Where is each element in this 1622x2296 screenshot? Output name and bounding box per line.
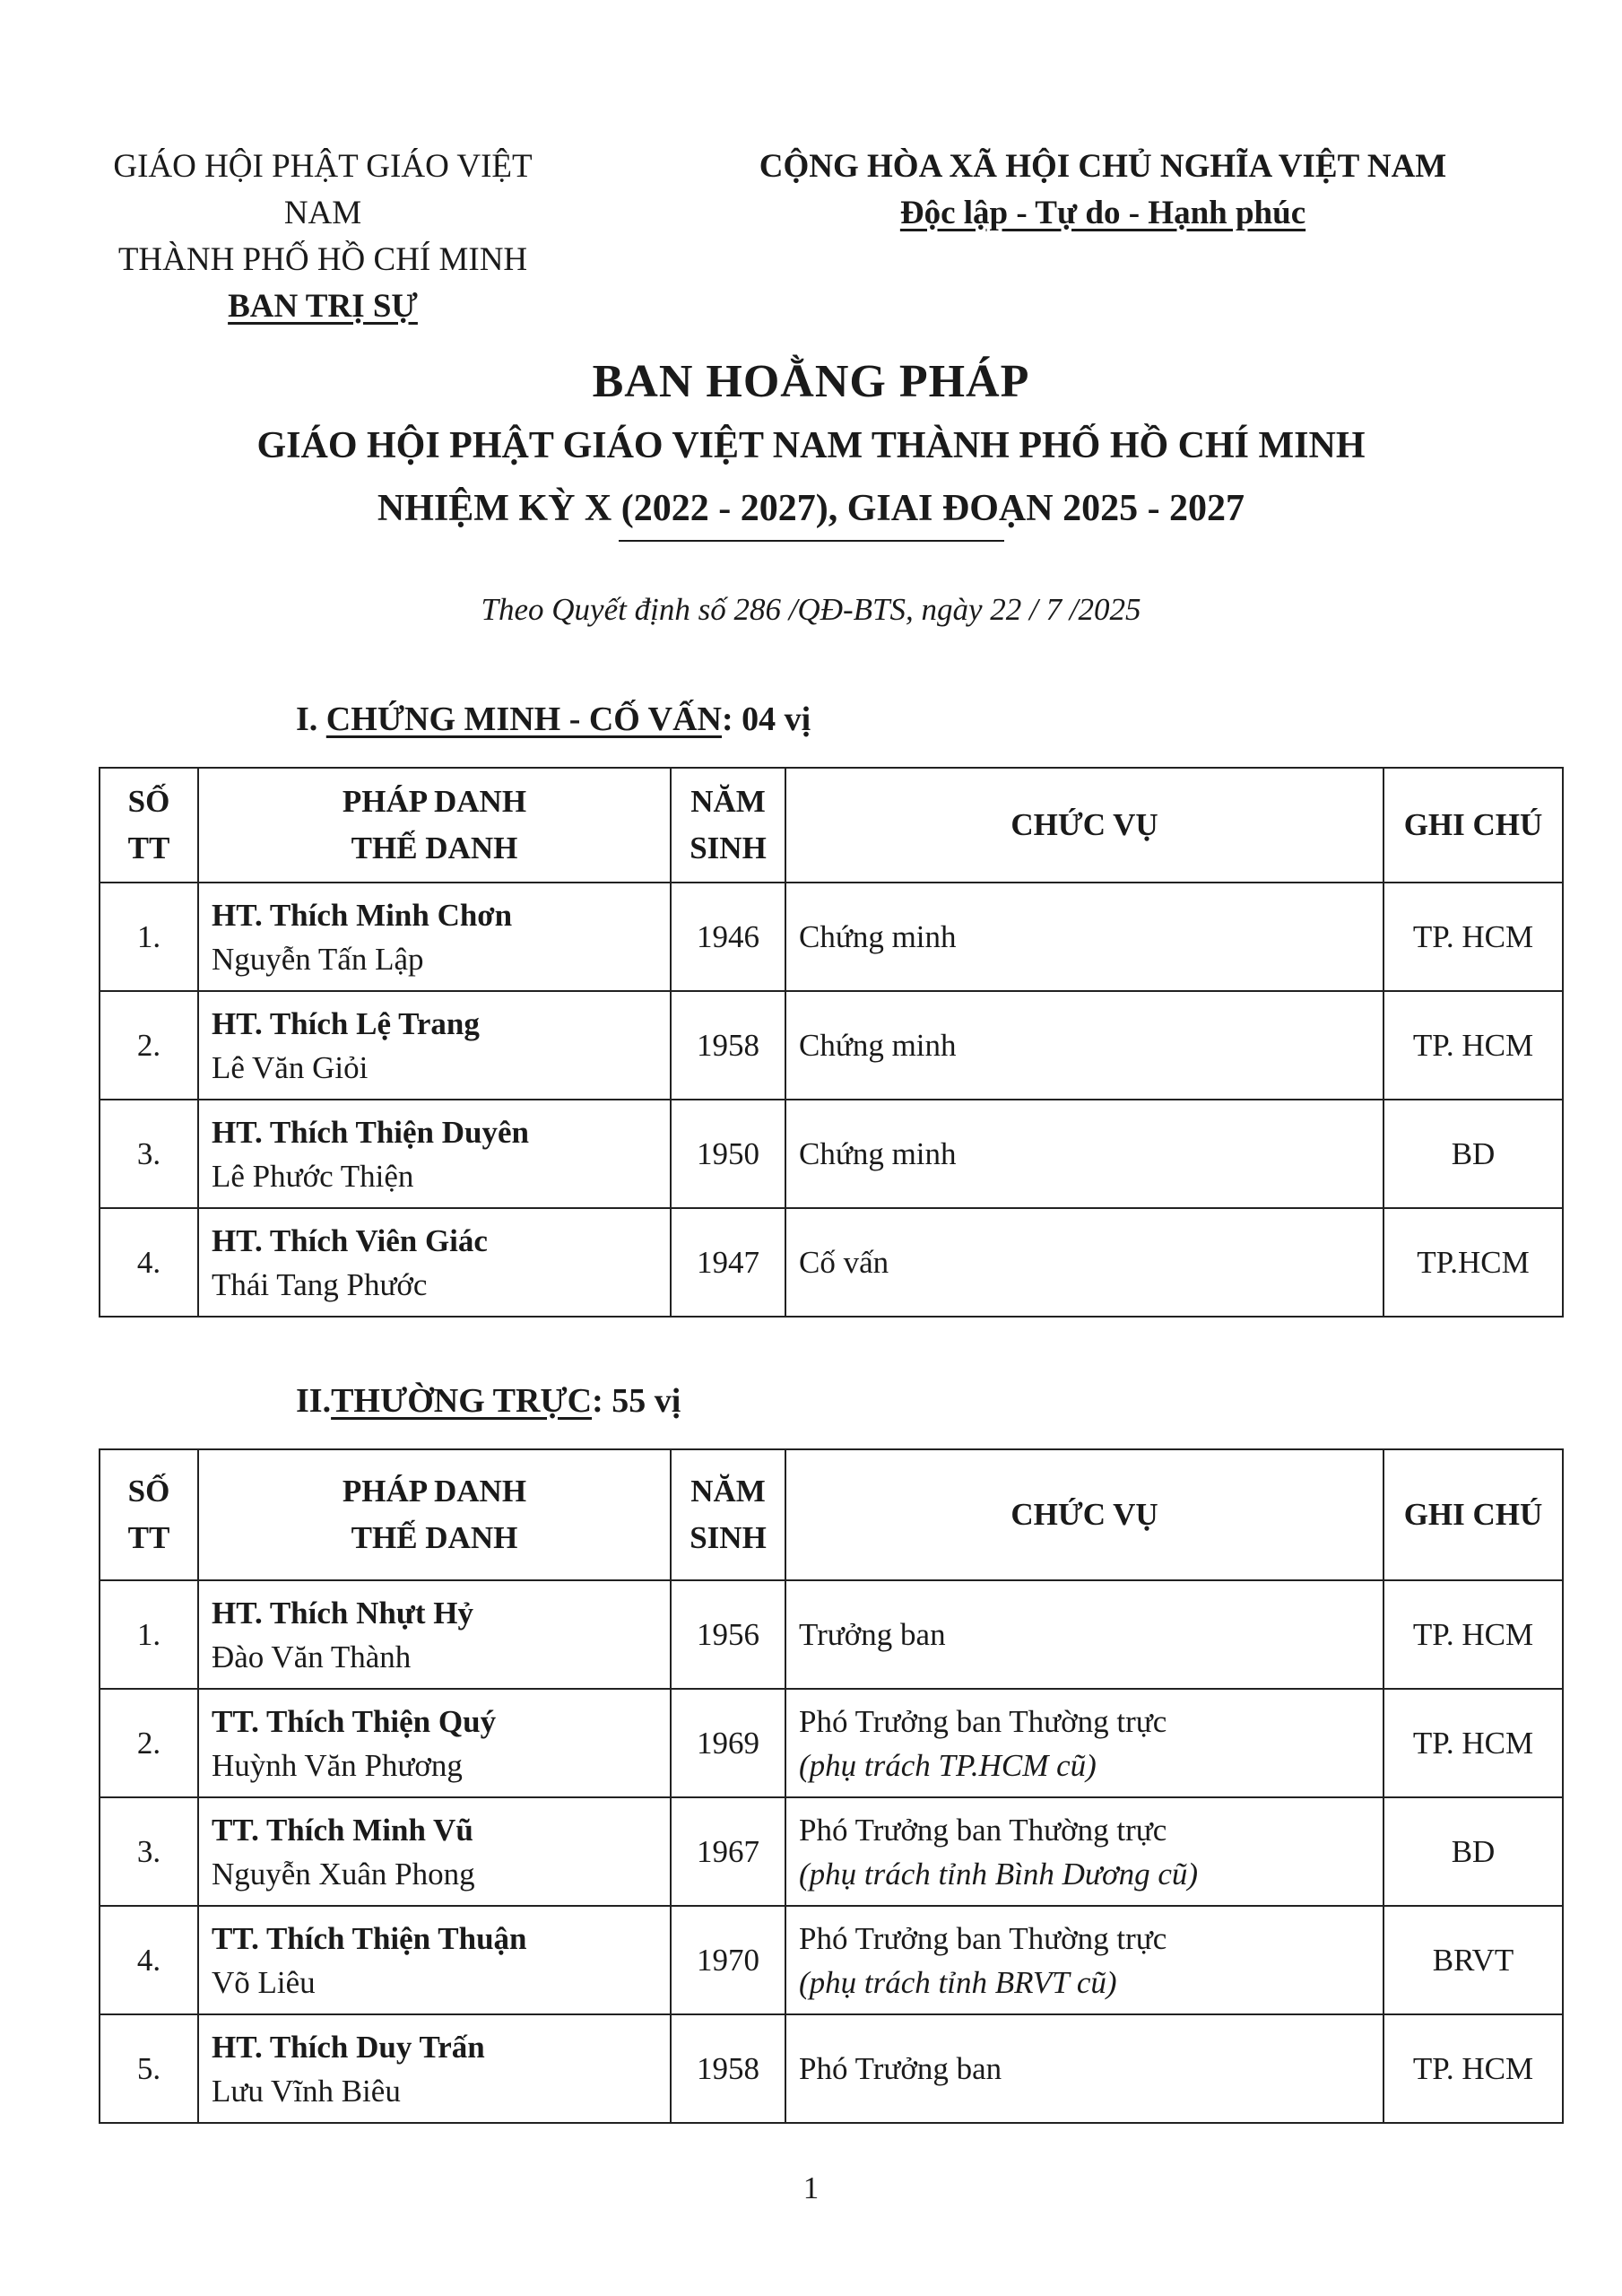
role-title: Phó Trưởng ban Thường trực: [799, 1920, 1167, 1956]
table-row: [100, 883, 1563, 991]
role-title: Phó Trưởng ban Thường trực: [799, 1703, 1167, 1739]
table-row: [100, 1906, 1563, 2014]
dharma-name: HT. Thích Minh Chơn: [212, 897, 513, 933]
table-row: [100, 2014, 1563, 2123]
cell-no: 4.: [100, 1906, 198, 2014]
role-title: Phó Trưởng ban Thường trực: [799, 1812, 1167, 1848]
section-heading-standing: [296, 1381, 681, 1421]
issuer-unit: BAN TRỊ SỰ: [228, 288, 418, 325]
role-note: (phụ trách tỉnh Bình Dương cũ): [799, 1856, 1199, 1892]
role-note: (phụ trách tỉnh BRVT cũ): [799, 1964, 1117, 2000]
cell-no: 2.: [100, 1689, 198, 1797]
cell-note: BD: [1383, 1797, 1563, 1906]
cell-birth-year: 1967: [671, 1797, 785, 1906]
role-title: Cố vấn: [799, 1245, 889, 1280]
cell-role: [785, 1689, 1383, 1797]
dharma-name: HT. Thích Viên Giác: [212, 1222, 488, 1258]
dharma-name: HT. Thích Thiện Duyên: [212, 1114, 530, 1150]
national-header: [735, 144, 1470, 237]
lay-name: Thái Tang Phước: [212, 1266, 428, 1302]
cell-note: BD: [1383, 1100, 1563, 1208]
cell-birth-year: 1956: [671, 1580, 785, 1689]
role-title: Chứng minh: [799, 1028, 957, 1063]
cell-birth-year: 1947: [671, 1208, 785, 1317]
cell-name: [198, 1797, 671, 1906]
lay-name: Võ Liêu: [212, 1964, 316, 2000]
cell-role: [785, 991, 1383, 1100]
cell-name: [198, 883, 671, 991]
cell-role: [785, 1208, 1383, 1317]
cell-role: [785, 1906, 1383, 2014]
advisors-table: [99, 767, 1564, 1318]
section-count: : 04 vị: [722, 700, 811, 738]
dharma-name: TT. Thích Minh Vũ: [212, 1812, 473, 1848]
cell-no: 5.: [100, 2014, 198, 2123]
role-title: Chứng minh: [799, 919, 957, 954]
title-divider: [619, 540, 1004, 542]
header-no: SỐ TT: [100, 768, 198, 883]
cell-role: [785, 883, 1383, 991]
cell-note: BRVT: [1383, 1906, 1563, 2014]
document-title-block: [0, 350, 1622, 542]
lay-name: Nguyễn Tấn Lập: [212, 941, 424, 977]
cell-birth-year: 1946: [671, 883, 785, 991]
cell-name: [198, 1689, 671, 1797]
lay-name: Lê Văn Giỏi: [212, 1049, 369, 1085]
cell-name: [198, 991, 671, 1100]
cell-name: [198, 1580, 671, 1689]
section-title: CHỨNG MINH - CỐ VẤN: [325, 700, 722, 738]
cell-no: 1.: [100, 1580, 198, 1689]
cell-birth-year: 1958: [671, 2014, 785, 2123]
cell-birth-year: 1970: [671, 1906, 785, 2014]
national-name: CỘNG HÒA XÃ HỘI CHỦ NGHĨA VIỆT NAM: [759, 148, 1447, 185]
issuer-org: GIÁO HỘI PHẬT GIÁO VIỆT NAM: [113, 148, 533, 231]
cell-note: TP. HCM: [1383, 1580, 1563, 1689]
dharma-name: HT. Thích Nhựt Hỷ: [212, 1595, 473, 1631]
dharma-name: TT. Thích Thiện Quý: [212, 1703, 497, 1739]
header-note: GHI CHÚ: [1383, 1449, 1563, 1580]
issuer-city: THÀNH PHỐ HỒ CHÍ MINH: [117, 241, 528, 278]
table-row: [100, 1580, 1563, 1689]
lay-name: Lưu Vĩnh Biêu: [212, 2073, 401, 2109]
cell-no: 3.: [100, 1100, 198, 1208]
cell-note: TP. HCM: [1383, 991, 1563, 1100]
table-row: [100, 1689, 1563, 1797]
document-subtitle-term: NHIỆM KỲ X (2022 - 2027), GIAI ĐOẠN 2025 - 2027: [377, 488, 1245, 529]
role-title: Chứng minh: [799, 1136, 957, 1171]
section-number: II.: [296, 1382, 332, 1420]
lay-name: Lê Phước Thiện: [212, 1158, 414, 1194]
role-note: (phụ trách TP.HCM cũ): [799, 1747, 1097, 1783]
section-count: : 55 vị: [592, 1382, 681, 1420]
cell-birth-year: 1958: [671, 991, 785, 1100]
document-subtitle-org: GIÁO HỘI PHẬT GIÁO VIỆT NAM THÀNH PHỐ HỒ CHÍ MINH: [256, 425, 1366, 466]
cell-name: [198, 1100, 671, 1208]
document-title: BAN HOẰNG PHÁP: [592, 356, 1030, 407]
cell-note: TP. HCM: [1383, 2014, 1563, 2123]
section-title: THƯỜNG TRỰC: [331, 1382, 593, 1420]
cell-name: [198, 1208, 671, 1317]
cell-name: [198, 1906, 671, 2014]
table-row: [100, 991, 1563, 1100]
cell-name: [198, 2014, 671, 2123]
header-year: NĂM SINH: [671, 768, 785, 883]
header-role: CHỨC VỤ: [785, 1449, 1383, 1580]
decision-reference: Theo Quyết định số 286 /QĐ-BTS, ngày 22 / 7 /2025: [481, 592, 1141, 627]
lay-name: Đào Văn Thành: [212, 1639, 412, 1674]
dharma-name: HT. Thích Duy Trấn: [212, 2029, 485, 2065]
standing-committee-table: [99, 1448, 1564, 2124]
role-title: Trưởng ban: [799, 1617, 946, 1652]
lay-name: Huỳnh Văn Phương: [212, 1747, 463, 1783]
table-row: [100, 1100, 1563, 1208]
page-number: 1: [802, 2170, 820, 2205]
header-year: NĂM SINH: [671, 1449, 785, 1580]
table-header-row: [100, 1449, 1563, 1580]
dharma-name: HT. Thích Lệ Trang: [212, 1005, 480, 1041]
cell-role: [785, 1100, 1383, 1208]
issuer-block: [108, 144, 538, 330]
role-title: Phó Trưởng ban: [799, 2051, 1002, 2086]
dharma-name: TT. Thích Thiện Thuận: [212, 1920, 527, 1956]
table-row: [100, 1208, 1563, 1317]
cell-note: TP. HCM: [1383, 883, 1563, 991]
cell-role: [785, 1580, 1383, 1689]
header-name: PHÁP DANH THẾ DANH: [198, 1449, 671, 1580]
cell-no: 4.: [100, 1208, 198, 1317]
header-note: GHI CHÚ: [1383, 768, 1563, 883]
cell-no: 2.: [100, 991, 198, 1100]
lay-name: Nguyễn Xuân Phong: [212, 1856, 475, 1892]
cell-note: TP. HCM: [1383, 1689, 1563, 1797]
header-role: CHỨC VỤ: [785, 768, 1383, 883]
section-heading-advisors: [296, 700, 811, 739]
cell-role: [785, 2014, 1383, 2123]
cell-birth-year: 1969: [671, 1689, 785, 1797]
section-number: I.: [296, 700, 318, 738]
national-motto: Độc lập - Tự do - Hạnh phúc: [899, 195, 1306, 231]
cell-role: [785, 1797, 1383, 1906]
header-no: SỐ TT: [100, 1449, 198, 1580]
cell-no: 3.: [100, 1797, 198, 1906]
cell-note: TP.HCM: [1383, 1208, 1563, 1317]
cell-birth-year: 1950: [671, 1100, 785, 1208]
table-row: [100, 1797, 1563, 1906]
cell-no: 1.: [100, 883, 198, 991]
table-header-row: [100, 768, 1563, 883]
header-name: PHÁP DANH THẾ DANH: [198, 768, 671, 883]
